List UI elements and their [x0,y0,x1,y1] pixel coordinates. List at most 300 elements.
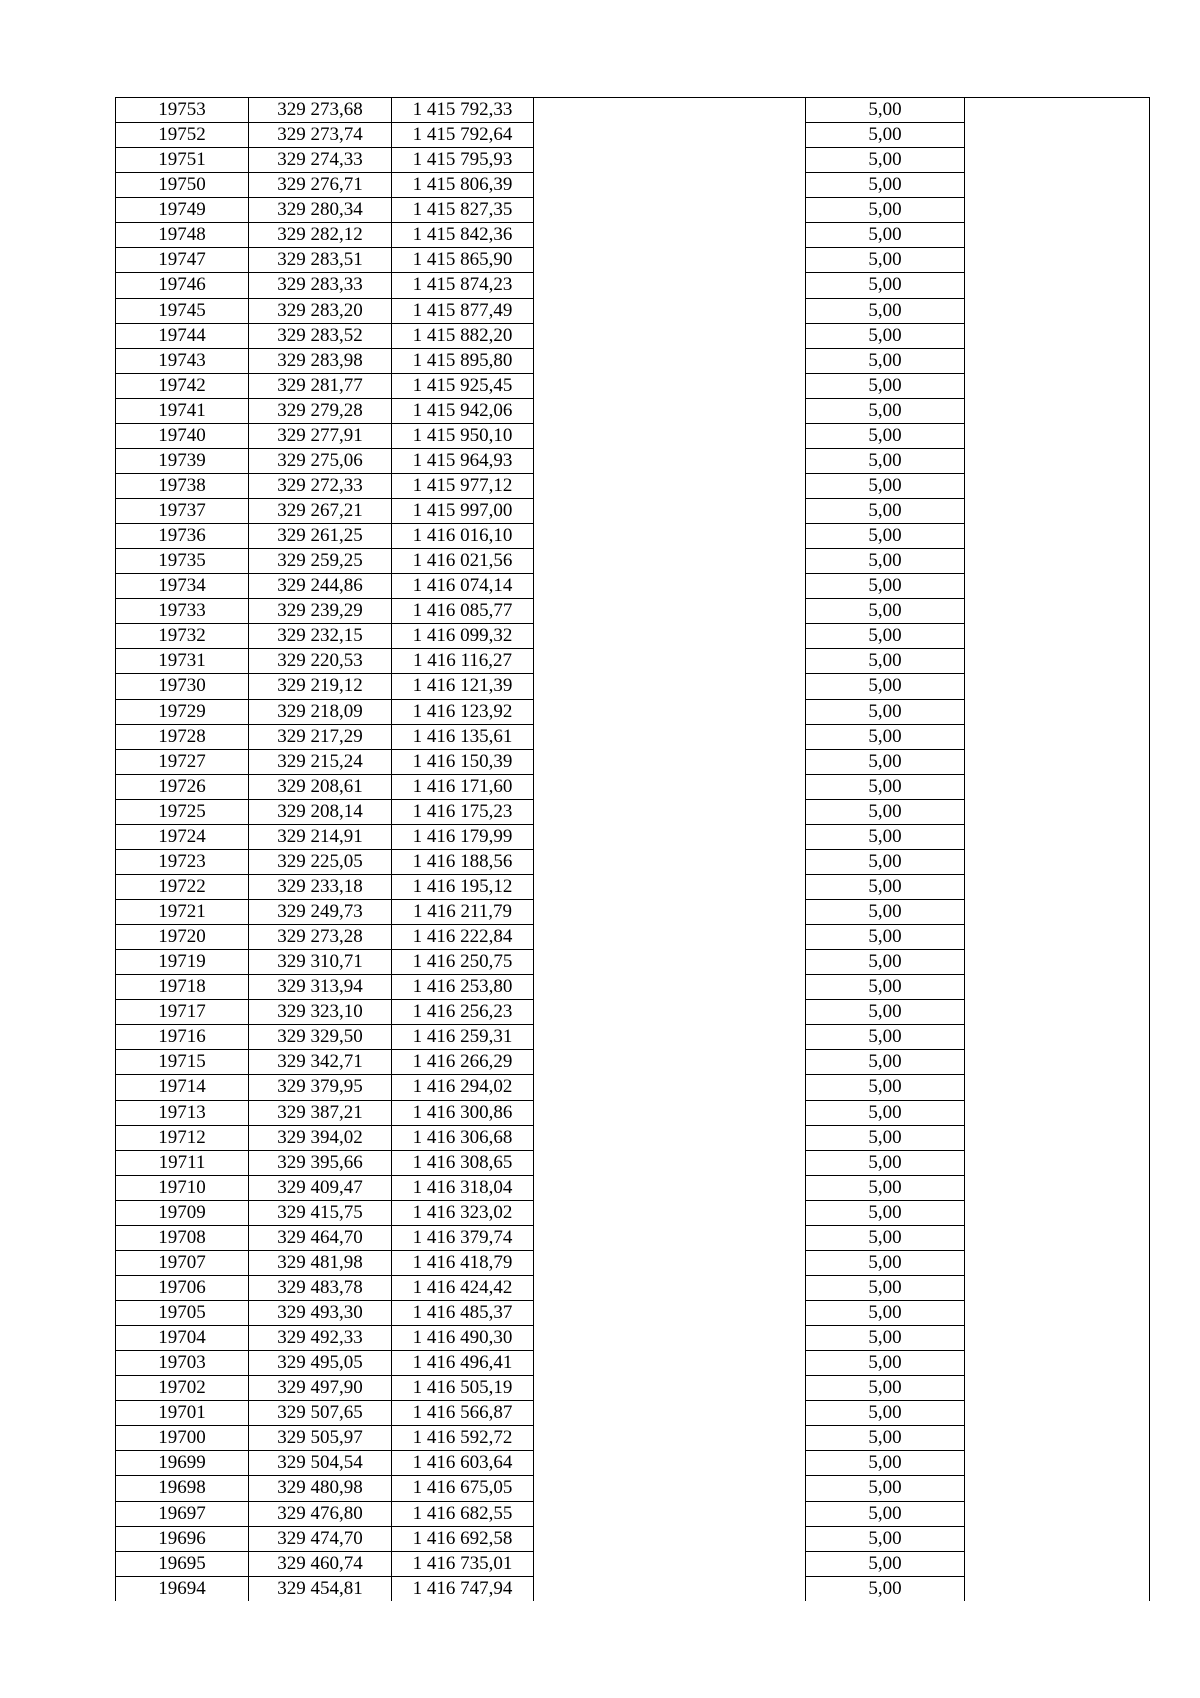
accuracy-cell: 5,00 [806,1250,965,1275]
blank-cell [534,1000,806,1025]
y-coordinate-cell: 1 416 256,23 [392,1000,534,1025]
x-coordinate-cell: 329 483,78 [249,1275,392,1300]
accuracy-cell: 5,00 [806,1351,965,1376]
accuracy-cell: 5,00 [806,1551,965,1576]
table-row [116,1351,1150,1376]
point-number-cell: 19737 [116,499,249,524]
x-coordinate-cell: 329 329,50 [249,1025,392,1050]
y-coordinate-cell: 1 415 997,00 [392,499,534,524]
x-coordinate-cell: 329 273,28 [249,925,392,950]
y-coordinate-cell: 1 416 675,05 [392,1476,534,1501]
point-number-cell: 19711 [116,1150,249,1175]
point-number-cell: 19752 [116,123,249,148]
accuracy-cell: 5,00 [806,724,965,749]
blank-cell [534,925,806,950]
accuracy-cell: 5,00 [806,925,965,950]
blank-cell [534,1426,806,1451]
note-cell [965,674,1150,699]
x-coordinate-cell: 329 507,65 [249,1401,392,1426]
y-coordinate-cell: 1 416 566,87 [392,1401,534,1426]
blank-cell [534,799,806,824]
table-row [116,1551,1150,1576]
note-cell [965,699,1150,724]
note-cell [965,223,1150,248]
blank-cell [534,1476,806,1501]
blank-cell [534,900,806,925]
table-row [116,524,1150,549]
note-cell [965,1225,1150,1250]
note-cell [965,1275,1150,1300]
x-coordinate-cell: 329 239,29 [249,599,392,624]
blank-cell [534,1175,806,1200]
accuracy-cell: 5,00 [806,198,965,223]
x-coordinate-cell: 329 208,61 [249,774,392,799]
blank-cell [534,950,806,975]
table-row [116,774,1150,799]
table-row [116,925,1150,950]
accuracy-cell: 5,00 [806,1225,965,1250]
x-coordinate-cell: 329 233,18 [249,874,392,899]
point-number-cell: 19727 [116,749,249,774]
note-cell [965,950,1150,975]
x-coordinate-cell: 329 249,73 [249,900,392,925]
y-coordinate-cell: 1 415 865,90 [392,248,534,273]
table-row [116,1376,1150,1401]
accuracy-cell: 5,00 [806,1175,965,1200]
note-cell [965,549,1150,574]
table-row [116,1576,1150,1601]
accuracy-cell: 5,00 [806,173,965,198]
table-row [116,1526,1150,1551]
blank-cell [534,724,806,749]
y-coordinate-cell: 1 416 266,29 [392,1050,534,1075]
x-coordinate-cell: 329 342,71 [249,1050,392,1075]
point-number-cell: 19714 [116,1075,249,1100]
x-coordinate-cell: 329 273,74 [249,123,392,148]
accuracy-cell: 5,00 [806,1426,965,1451]
blank-cell [534,323,806,348]
y-coordinate-cell: 1 416 294,02 [392,1075,534,1100]
note-cell [965,874,1150,899]
table-row [116,799,1150,824]
accuracy-cell: 5,00 [806,1476,965,1501]
table-row [116,724,1150,749]
x-coordinate-cell: 329 323,10 [249,1000,392,1025]
note-cell [965,975,1150,1000]
y-coordinate-cell: 1 416 490,30 [392,1326,534,1351]
note-cell [965,1401,1150,1426]
y-coordinate-cell: 1 415 842,36 [392,223,534,248]
note-cell [965,774,1150,799]
note-cell [965,348,1150,373]
table-row [116,1225,1150,1250]
table-row [116,900,1150,925]
accuracy-cell: 5,00 [806,148,965,173]
x-coordinate-cell: 329 283,51 [249,248,392,273]
point-number-cell: 19748 [116,223,249,248]
accuracy-cell: 5,00 [806,373,965,398]
accuracy-cell: 5,00 [806,599,965,624]
note-cell [965,524,1150,549]
point-number-cell: 19717 [116,1000,249,1025]
point-number-cell: 19709 [116,1200,249,1225]
y-coordinate-cell: 1 416 021,56 [392,549,534,574]
point-number-cell: 19735 [116,549,249,574]
table-row [116,148,1150,173]
note-cell [965,499,1150,524]
blank-cell [534,524,806,549]
y-coordinate-cell: 1 416 735,01 [392,1551,534,1576]
point-number-cell: 19700 [116,1426,249,1451]
accuracy-cell: 5,00 [806,900,965,925]
table-row [116,849,1150,874]
y-coordinate-cell: 1 416 195,12 [392,874,534,899]
table-row [116,1476,1150,1501]
y-coordinate-cell: 1 416 259,31 [392,1025,534,1050]
note-cell [965,248,1150,273]
x-coordinate-cell: 329 476,80 [249,1501,392,1526]
blank-cell [534,1376,806,1401]
note-cell [965,1301,1150,1326]
accuracy-cell: 5,00 [806,323,965,348]
accuracy-cell: 5,00 [806,524,965,549]
x-coordinate-cell: 329 259,25 [249,549,392,574]
note-cell [965,1351,1150,1376]
accuracy-cell: 5,00 [806,398,965,423]
y-coordinate-cell: 1 415 925,45 [392,373,534,398]
note-cell [965,1326,1150,1351]
point-number-cell: 19734 [116,574,249,599]
table-row [116,1000,1150,1025]
x-coordinate-cell: 329 415,75 [249,1200,392,1225]
table-row [116,123,1150,148]
y-coordinate-cell: 1 415 977,12 [392,473,534,498]
x-coordinate-cell: 329 214,91 [249,824,392,849]
accuracy-cell: 5,00 [806,975,965,1000]
y-coordinate-cell: 1 416 592,72 [392,1426,534,1451]
point-number-cell: 19746 [116,273,249,298]
table-row [116,599,1150,624]
accuracy-cell: 5,00 [806,574,965,599]
accuracy-cell: 5,00 [806,799,965,824]
point-number-cell: 19712 [116,1125,249,1150]
table-row [116,624,1150,649]
note-cell [965,749,1150,774]
accuracy-cell: 5,00 [806,448,965,473]
note-cell [965,373,1150,398]
accuracy-cell: 5,00 [806,1576,965,1601]
blank-cell [534,499,806,524]
y-coordinate-cell: 1 416 682,55 [392,1501,534,1526]
table-row [116,473,1150,498]
x-coordinate-cell: 329 480,98 [249,1476,392,1501]
blank-cell [534,98,806,123]
point-number-cell: 19738 [116,473,249,498]
coordinates-table [115,97,1150,1601]
blank-cell [534,373,806,398]
note-cell [965,1526,1150,1551]
x-coordinate-cell: 329 387,21 [249,1100,392,1125]
blank-cell [534,1250,806,1275]
accuracy-cell: 5,00 [806,624,965,649]
note-cell [965,1200,1150,1225]
accuracy-cell: 5,00 [806,298,965,323]
blank-cell [534,1576,806,1601]
y-coordinate-cell: 1 416 175,23 [392,799,534,824]
point-number-cell: 19707 [116,1250,249,1275]
y-coordinate-cell: 1 415 827,35 [392,198,534,223]
blank-cell [534,1075,806,1100]
y-coordinate-cell: 1 415 950,10 [392,423,534,448]
note-cell [965,599,1150,624]
blank-cell [534,774,806,799]
x-coordinate-cell: 329 464,70 [249,1225,392,1250]
table-row [116,448,1150,473]
point-number-cell: 19702 [116,1376,249,1401]
accuracy-cell: 5,00 [806,1376,965,1401]
point-number-cell: 19710 [116,1175,249,1200]
blank-cell [534,1301,806,1326]
table-row [116,198,1150,223]
note-cell [965,323,1150,348]
y-coordinate-cell: 1 415 882,20 [392,323,534,348]
x-coordinate-cell: 329 474,70 [249,1526,392,1551]
table-row [116,298,1150,323]
table-row [116,749,1150,774]
y-coordinate-cell: 1 416 300,86 [392,1100,534,1125]
blank-cell [534,549,806,574]
accuracy-cell: 5,00 [806,1025,965,1050]
x-coordinate-cell: 329 219,12 [249,674,392,699]
x-coordinate-cell: 329 274,33 [249,148,392,173]
point-number-cell: 19713 [116,1100,249,1125]
x-coordinate-cell: 329 495,05 [249,1351,392,1376]
point-number-cell: 19699 [116,1451,249,1476]
note-cell [965,1050,1150,1075]
note-cell [965,273,1150,298]
accuracy-cell: 5,00 [806,1000,965,1025]
accuracy-cell: 5,00 [806,549,965,574]
y-coordinate-cell: 1 416 222,84 [392,925,534,950]
point-number-cell: 19701 [116,1401,249,1426]
point-number-cell: 19745 [116,298,249,323]
y-coordinate-cell: 1 416 306,68 [392,1125,534,1150]
point-number-cell: 19742 [116,373,249,398]
note-cell [965,624,1150,649]
point-number-cell: 19725 [116,799,249,824]
accuracy-cell: 5,00 [806,950,965,975]
point-number-cell: 19719 [116,950,249,975]
table-row [116,649,1150,674]
accuracy-cell: 5,00 [806,348,965,373]
blank-cell [534,148,806,173]
x-coordinate-cell: 329 276,71 [249,173,392,198]
note-cell [965,148,1150,173]
blank-cell [534,123,806,148]
x-coordinate-cell: 329 481,98 [249,1250,392,1275]
point-number-cell: 19698 [116,1476,249,1501]
x-coordinate-cell: 329 281,77 [249,373,392,398]
x-coordinate-cell: 329 283,20 [249,298,392,323]
note-cell [965,1426,1150,1451]
blank-cell [534,1526,806,1551]
y-coordinate-cell: 1 416 179,99 [392,824,534,849]
accuracy-cell: 5,00 [806,699,965,724]
y-coordinate-cell: 1 416 116,27 [392,649,534,674]
blank-cell [534,1501,806,1526]
table-row [116,1025,1150,1050]
point-number-cell: 19743 [116,348,249,373]
x-coordinate-cell: 329 218,09 [249,699,392,724]
blank-cell [534,273,806,298]
x-coordinate-cell: 329 454,81 [249,1576,392,1601]
table-row [116,373,1150,398]
note-cell [965,574,1150,599]
x-coordinate-cell: 329 283,33 [249,273,392,298]
table-row [116,950,1150,975]
note-cell [965,900,1150,925]
blank-cell [534,874,806,899]
table-row [116,1150,1150,1175]
accuracy-cell: 5,00 [806,774,965,799]
x-coordinate-cell: 329 313,94 [249,975,392,1000]
note-cell [965,1476,1150,1501]
y-coordinate-cell: 1 416 485,37 [392,1301,534,1326]
accuracy-cell: 5,00 [806,98,965,123]
point-number-cell: 19726 [116,774,249,799]
accuracy-cell: 5,00 [806,1125,965,1150]
y-coordinate-cell: 1 416 171,60 [392,774,534,799]
blank-cell [534,599,806,624]
x-coordinate-cell: 329 232,15 [249,624,392,649]
table-row [116,98,1150,123]
y-coordinate-cell: 1 416 323,02 [392,1200,534,1225]
y-coordinate-cell: 1 415 895,80 [392,348,534,373]
note-cell [965,123,1150,148]
note-cell [965,448,1150,473]
table-row [116,824,1150,849]
note-cell [965,849,1150,874]
y-coordinate-cell: 1 415 792,33 [392,98,534,123]
y-coordinate-cell: 1 415 964,93 [392,448,534,473]
y-coordinate-cell: 1 416 188,56 [392,849,534,874]
point-number-cell: 19715 [116,1050,249,1075]
blank-cell [534,824,806,849]
point-number-cell: 19751 [116,148,249,173]
point-number-cell: 19720 [116,925,249,950]
y-coordinate-cell: 1 415 874,23 [392,273,534,298]
x-coordinate-cell: 329 283,98 [249,348,392,373]
table-row [116,1301,1150,1326]
blank-cell [534,248,806,273]
blank-cell [534,1150,806,1175]
table-row [116,699,1150,724]
accuracy-cell: 5,00 [806,1301,965,1326]
blank-cell [534,1200,806,1225]
y-coordinate-cell: 1 415 795,93 [392,148,534,173]
table-row [116,874,1150,899]
x-coordinate-cell: 329 310,71 [249,950,392,975]
y-coordinate-cell: 1 416 379,74 [392,1225,534,1250]
table-row [116,1075,1150,1100]
x-coordinate-cell: 329 379,95 [249,1075,392,1100]
accuracy-cell: 5,00 [806,649,965,674]
accuracy-cell: 5,00 [806,1050,965,1075]
note-cell [965,799,1150,824]
point-number-cell: 19706 [116,1275,249,1300]
point-number-cell: 19730 [116,674,249,699]
accuracy-cell: 5,00 [806,423,965,448]
x-coordinate-cell: 329 280,34 [249,198,392,223]
blank-cell [534,1125,806,1150]
blank-cell [534,198,806,223]
y-coordinate-cell: 1 416 308,65 [392,1150,534,1175]
table-row [116,348,1150,373]
x-coordinate-cell: 329 244,86 [249,574,392,599]
table-row [116,1125,1150,1150]
point-number-cell: 19718 [116,975,249,1000]
point-number-cell: 19705 [116,1301,249,1326]
blank-cell [534,448,806,473]
accuracy-cell: 5,00 [806,1526,965,1551]
y-coordinate-cell: 1 416 424,42 [392,1275,534,1300]
table-row [116,574,1150,599]
point-number-cell: 19753 [116,98,249,123]
point-number-cell: 19703 [116,1351,249,1376]
y-coordinate-cell: 1 416 123,92 [392,699,534,724]
y-coordinate-cell: 1 416 135,61 [392,724,534,749]
accuracy-cell: 5,00 [806,1451,965,1476]
point-number-cell: 19741 [116,398,249,423]
table-row [116,1100,1150,1125]
note-cell [965,1000,1150,1025]
x-coordinate-cell: 329 208,14 [249,799,392,824]
note-cell [965,1451,1150,1476]
note-cell [965,473,1150,498]
x-coordinate-cell: 329 460,74 [249,1551,392,1576]
note-cell [965,724,1150,749]
accuracy-cell: 5,00 [806,499,965,524]
blank-cell [534,1050,806,1075]
x-coordinate-cell: 329 261,25 [249,524,392,549]
accuracy-cell: 5,00 [806,1401,965,1426]
blank-cell [534,749,806,774]
table-row [116,248,1150,273]
accuracy-cell: 5,00 [806,1100,965,1125]
x-coordinate-cell: 329 492,33 [249,1326,392,1351]
table-body [116,98,1150,1601]
note-cell [965,1501,1150,1526]
point-number-cell: 19736 [116,524,249,549]
y-coordinate-cell: 1 416 253,80 [392,975,534,1000]
table-row [116,1050,1150,1075]
blank-cell [534,1025,806,1050]
accuracy-cell: 5,00 [806,1150,965,1175]
point-number-cell: 19728 [116,724,249,749]
point-number-cell: 19697 [116,1501,249,1526]
blank-cell [534,398,806,423]
blank-cell [534,674,806,699]
point-number-cell: 19724 [116,824,249,849]
point-number-cell: 19694 [116,1576,249,1601]
x-coordinate-cell: 329 220,53 [249,649,392,674]
y-coordinate-cell: 1 416 211,79 [392,900,534,925]
point-number-cell: 19721 [116,900,249,925]
point-number-cell: 19750 [116,173,249,198]
table-row [116,1275,1150,1300]
point-number-cell: 19733 [116,599,249,624]
point-number-cell: 19731 [116,649,249,674]
